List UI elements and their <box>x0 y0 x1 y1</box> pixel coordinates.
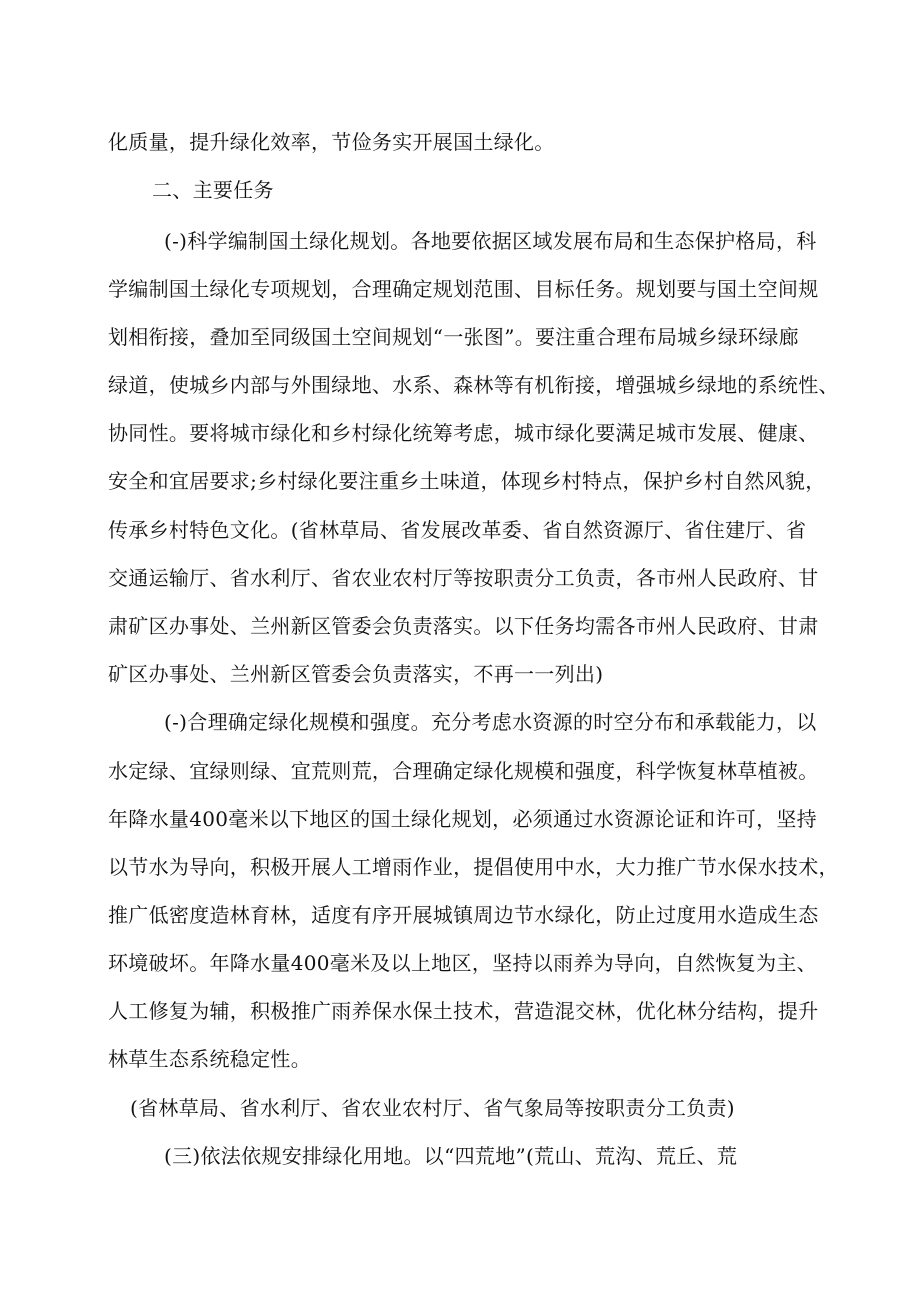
paragraph-line: 划相衔接，叠加至同级国土空间规划“一张图”。要注重合理布局城乡绿环绿廊 <box>108 325 799 349</box>
paragraph-line: (-)合理确定绿化规模和强度。充分考虑水资源的时空分布和承载能力，以 <box>164 710 817 734</box>
paragraph-line: 学编制国土绿化专项规划，合理确定规划范围、目标任务。规划要与国土空间规 <box>108 277 819 301</box>
paragraph-line: (三)依法依规安排绿化用地。以“四荒地”(荒山、荒沟、荒丘、荒 <box>164 1144 738 1168</box>
paragraph-line: 环境破坏。年降水量400毫米及以上地区，坚持以雨养为导向，自然恢复为主、 <box>108 951 817 975</box>
paragraph-line: 推广低密度造林育林，适度有序开展城镇周边节水绿化，防止过度用水造成生态 <box>108 903 819 927</box>
paragraph-line: 水定绿、宜绿则绿、宜荒则荒，合理确定绿化规模和强度，科学恢复林草植被。 <box>108 759 819 783</box>
paragraph-line: 绿道，使城乡内部与外围绿地、水系、森林等有机衔接，增强城乡绿地的系统性、 <box>108 373 839 397</box>
section-heading: 二、主要任务 <box>152 178 274 202</box>
paragraph-line: 以节水为导向，积极开展人工增雨作业，提倡使用中水，大力推广节水保水技术， <box>108 855 839 879</box>
paragraph-line: (-)科学编制国土绿化规划。各地要依据区域发展布局和生态保护格局，科 <box>164 229 817 253</box>
paragraph-line: 肃矿区办事处、兰州新区管委会负责落实。以下任务均需各市州人民政府、甘肃 <box>108 614 819 638</box>
paragraph-line: 化质量，提升绿化效率，节俭务实开展国土绿化。 <box>108 130 555 154</box>
paragraph-line: 年降水量400毫米以下地区的国土绿化规划，必须通过水资源论证和许可，坚持 <box>108 807 817 831</box>
paragraph-line: 交通运输厅、省水利厅、省农业农村厅等按职责分工负责，各市州人民政府、甘 <box>108 566 819 590</box>
responsibility-note: (省林草局、省水利厅、省农业农村厅、省气象局等按职责分工负责) <box>130 1096 735 1120</box>
paragraph-line: 矿区办事处、兰州新区管委会负责落实，不再一一列出) <box>108 662 604 686</box>
paragraph-line: 林草生态系统稳定性。 <box>108 1047 311 1071</box>
paragraph-line: 人工修复为辅，积极推广雨养保水保土技术，营造混交林，优化林分结构，提升 <box>108 999 819 1023</box>
paragraph-line: 传承乡村特色文化。(省林草局、省发展改革委、省自然资源厅、省住建厅、省 <box>108 518 807 542</box>
paragraph-line: 安全和宜居要求;乡村绿化要注重乡土味道，体现乡村特点，保护乡村自然风貌， <box>108 469 826 493</box>
paragraph-line: 协同性。要将城市绿化和乡村绿化统筹考虑，城市绿化要满足城市发展、健康、 <box>108 421 819 445</box>
